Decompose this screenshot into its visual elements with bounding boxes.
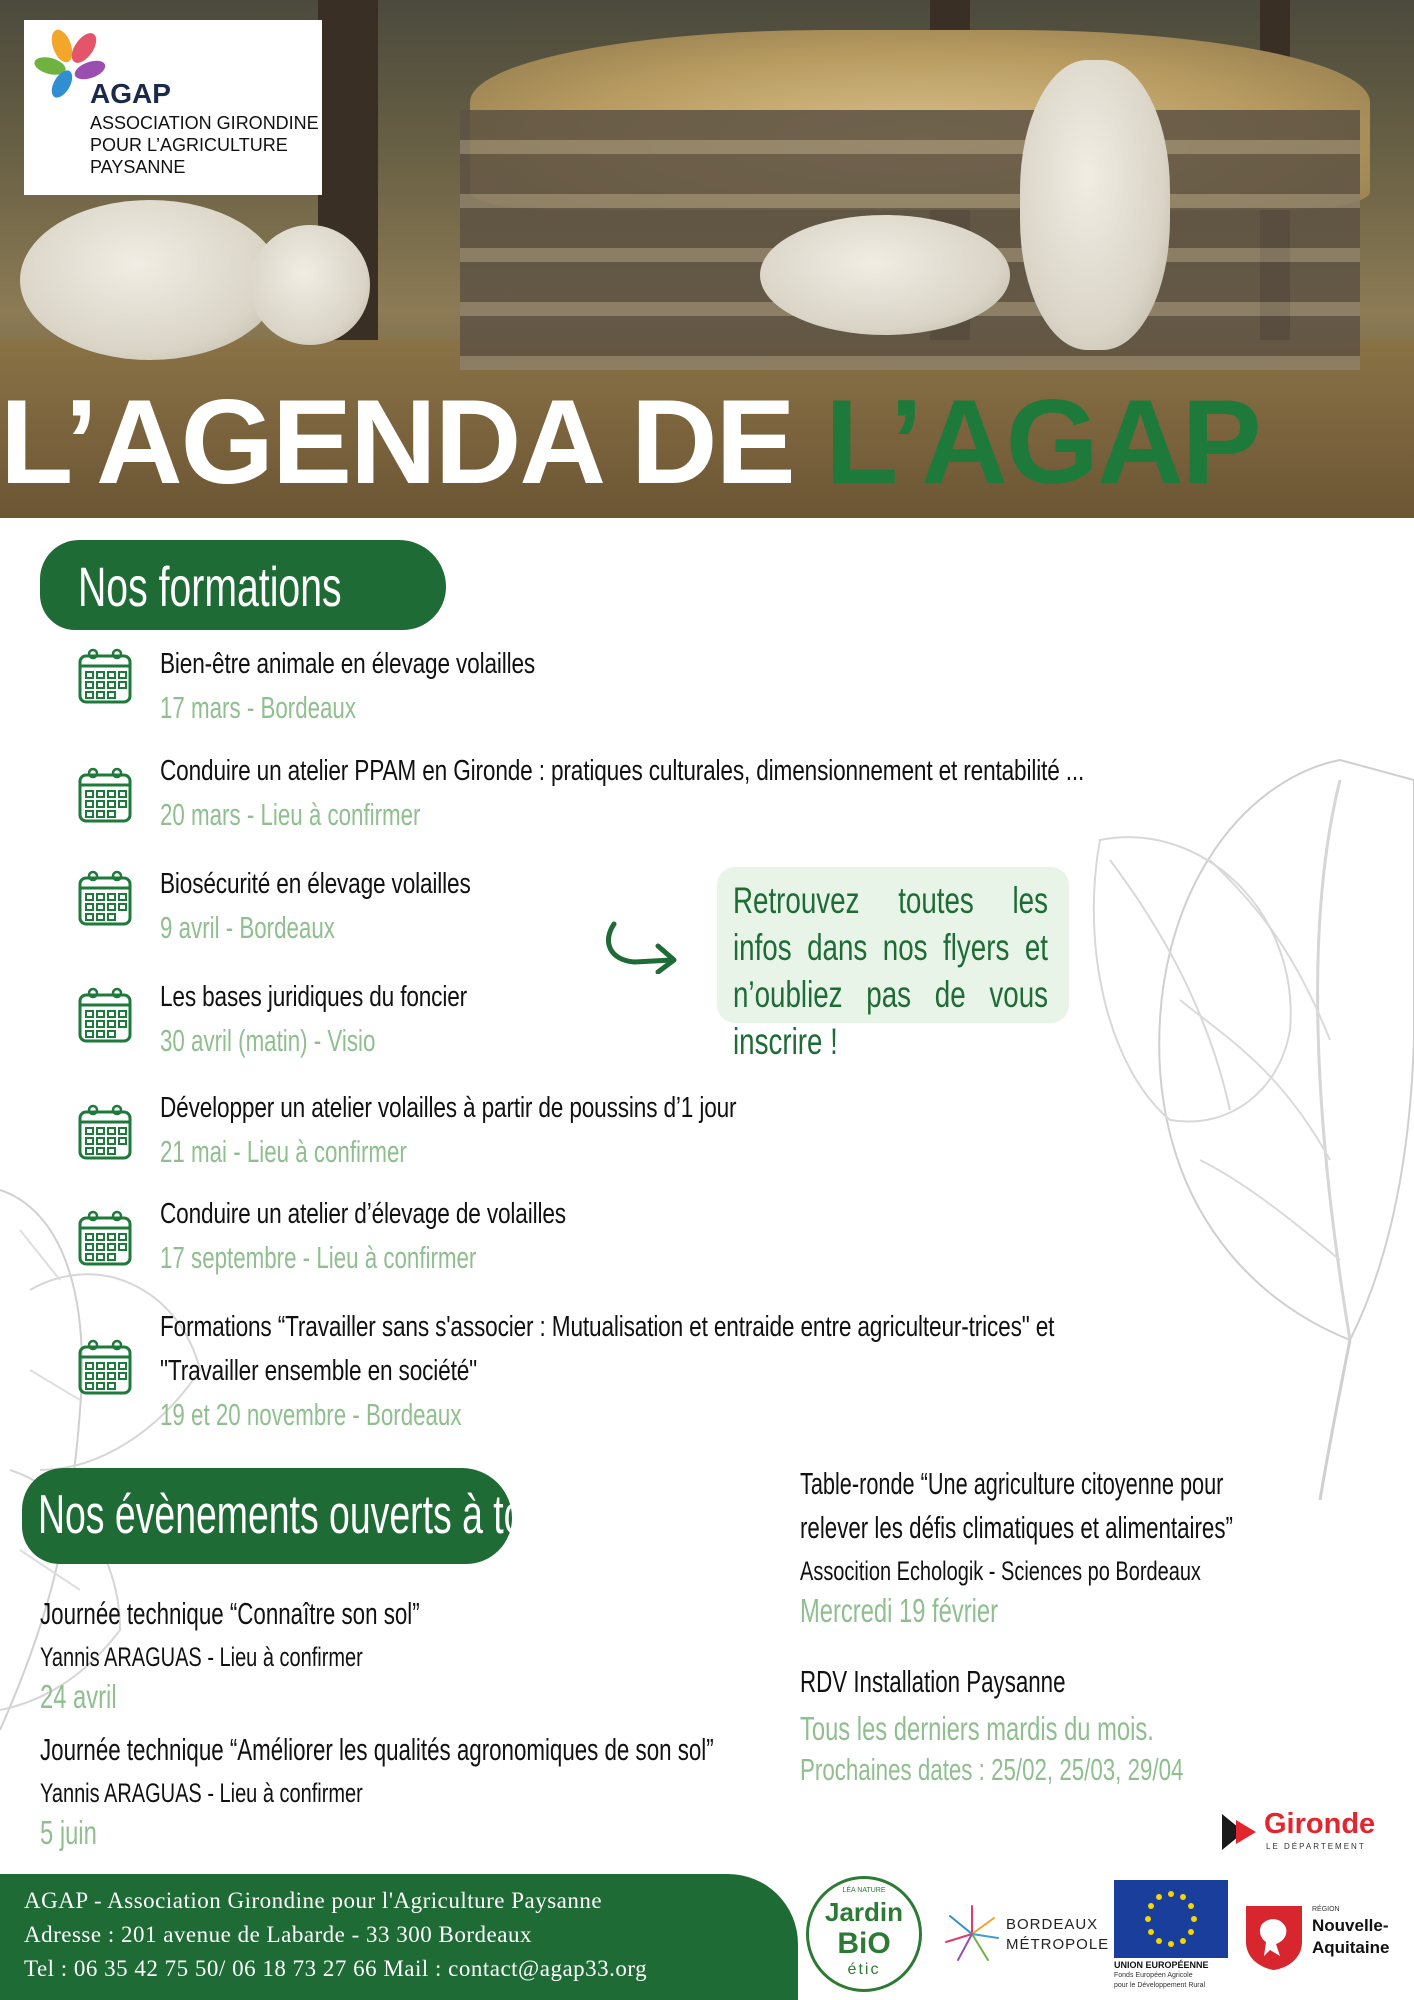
event-title: Table-ronde “Une agriculture citoyenne pour xyxy=(800,1466,1224,1501)
bordeaux-metropole-line: MÉTROPOLE xyxy=(1006,1936,1110,1953)
formation-date: 20 mars - Lieu à confirmer xyxy=(160,797,421,832)
logo-subtitle-line: POUR L’AGRICULTURE xyxy=(90,135,288,155)
formation-title: Biosécurité en élevage volailles xyxy=(160,868,471,900)
logo-subtitle-line: ASSOCIATION GIRONDINE xyxy=(90,113,319,133)
footer-address: Adresse : 201 avenue de Labarde - 33 300 Bordeaux xyxy=(24,1922,532,1947)
formation-title: Conduire un atelier PPAM en Gironde : pratiques culturales, dimensionnement et rentabilité ... xyxy=(160,755,1085,787)
bordeaux-metropole-line: BORDEAUX xyxy=(1006,1916,1099,1933)
sheep xyxy=(20,200,280,360)
calendar-icon xyxy=(78,767,132,823)
event-date: Mercredi 19 février xyxy=(800,1592,999,1629)
sheep xyxy=(1020,60,1170,350)
sheep xyxy=(760,215,1010,335)
formation-title: Bien-être animale en élevage volailles xyxy=(160,648,536,680)
nouvelle-aquitaine-logo xyxy=(1242,1898,1408,1978)
page-title xyxy=(0,375,1260,509)
formation-date: 30 avril (matin) - Visio xyxy=(160,1023,376,1058)
formation-date: 19 et 20 novembre - Bordeaux xyxy=(160,1397,462,1432)
event-title: RDV Installation Paysanne xyxy=(800,1664,1066,1699)
calendar-icon xyxy=(78,987,132,1043)
section-heading-text: Nos formations xyxy=(78,555,342,618)
logo-subtitle-line: PAYSANNE xyxy=(90,157,186,177)
jardin-bio-line: étic xyxy=(847,1961,881,1978)
agap-logo xyxy=(24,20,322,195)
event-title: Journée technique “Connaître son sol” xyxy=(40,1596,420,1631)
region-label: RÉGION xyxy=(1312,1906,1340,1913)
info-callout-text: Retrouvez toutes les infos dans nos flyers et n’oubliez pas de vous inscrire ! xyxy=(733,880,1048,1062)
formation-title-line2: "Travailler ensemble en société" xyxy=(160,1355,478,1387)
formation-date: 21 mai - Lieu à confirmer xyxy=(160,1134,407,1169)
bordeaux-metropole-logo xyxy=(944,1904,1110,1968)
calendar-icon xyxy=(78,1339,132,1395)
eu-logo xyxy=(1114,1880,1228,1994)
gironde-subtitle: LE DÉPARTEMENT xyxy=(1266,1842,1366,1851)
jardin-bio-line: Jardin xyxy=(824,1897,904,1927)
curved-arrow-icon xyxy=(600,912,684,974)
formation-date: 9 avril - Bordeaux xyxy=(160,910,335,945)
formation-title: Développer un atelier volailles à partir de poussins d’1 jour xyxy=(160,1092,737,1124)
gironde-mark-icon xyxy=(1218,1810,1262,1854)
event-next-dates: Prochaines dates : 25/02, 25/03, 29/04 xyxy=(800,1752,1184,1787)
eu-line: UNION EUROPÉENNE xyxy=(1114,1960,1209,1970)
logo-name: AGAP xyxy=(90,78,171,109)
calendar-icon xyxy=(78,1104,132,1160)
leaf-illustration-icon xyxy=(1080,830,1310,1130)
title-white-part: L’AGENDA DE xyxy=(0,375,825,509)
event-date: Tous les derniers mardis du mois. xyxy=(800,1710,1154,1747)
calendar-icon xyxy=(78,870,132,926)
region-line: Nouvelle- xyxy=(1312,1916,1389,1935)
eu-line: pour le Développement Rural xyxy=(1114,1982,1206,1989)
formation-title: Les bases juridiques du foncier xyxy=(160,981,468,1013)
logo-subtitle xyxy=(90,112,319,178)
formations-heading xyxy=(40,540,446,630)
gironde-name: Gironde xyxy=(1264,1808,1376,1840)
gironde-logo xyxy=(1218,1808,1398,1856)
info-callout xyxy=(717,867,1069,1062)
event-organizer: Assocition Echologik - Sciences po Bordeaux xyxy=(800,1556,1201,1586)
formation-date: 17 mars - Bordeaux xyxy=(160,690,357,725)
starburst-icon xyxy=(944,1904,1000,1964)
footer-contact xyxy=(0,1874,798,2000)
event-speaker: Yannis ARAGUAS - Lieu à confirmer xyxy=(40,1642,363,1672)
event-title: Journée technique “Améliorer les qualités agronomiques de son sol” xyxy=(40,1732,714,1767)
lion-shield-icon xyxy=(1242,1902,1306,1972)
footer-phone-mail: Tel : 06 35 42 75 50/ 06 18 73 27 66 Mail : contact@agap33.org xyxy=(24,1956,648,1981)
event-title-line2: relever les défis climatiques et alimentaires” xyxy=(800,1510,1233,1545)
eu-flag-icon xyxy=(1114,1880,1228,1958)
calendar-icon xyxy=(78,648,132,704)
jardin-bio-logo xyxy=(806,1876,922,1992)
footer-org-name: AGAP - Association Girondine pour l'Agriculture Paysanne xyxy=(24,1888,603,1913)
section-heading-text: Nos évènements ouverts à tous xyxy=(38,1483,564,1545)
header-photo xyxy=(0,0,1414,518)
sheep xyxy=(250,225,370,345)
formation-date: 17 septembre - Lieu à confirmer xyxy=(160,1240,477,1275)
jardin-bio-line: BiO xyxy=(837,1927,891,1960)
jardin-bio-brand: LÉA NATURE xyxy=(842,1887,886,1894)
event-date: 24 avril xyxy=(40,1678,117,1715)
eu-line: Fonds Européen Agricole xyxy=(1114,1972,1193,1979)
event-date: 5 juin xyxy=(40,1814,97,1851)
events-heading xyxy=(22,1468,564,1564)
title-green-part: L’AGAP xyxy=(824,375,1260,509)
region-line: Aquitaine xyxy=(1312,1938,1390,1957)
calendar-icon xyxy=(78,1210,132,1266)
formation-title: Formations “Travailler sans s'associer : Mutualisation et entraide entre agriculteur-trices" et xyxy=(160,1311,1055,1343)
event-speaker: Yannis ARAGUAS - Lieu à confirmer xyxy=(40,1778,363,1808)
formation-title: Conduire un atelier d’élevage de volailles xyxy=(160,1198,566,1230)
